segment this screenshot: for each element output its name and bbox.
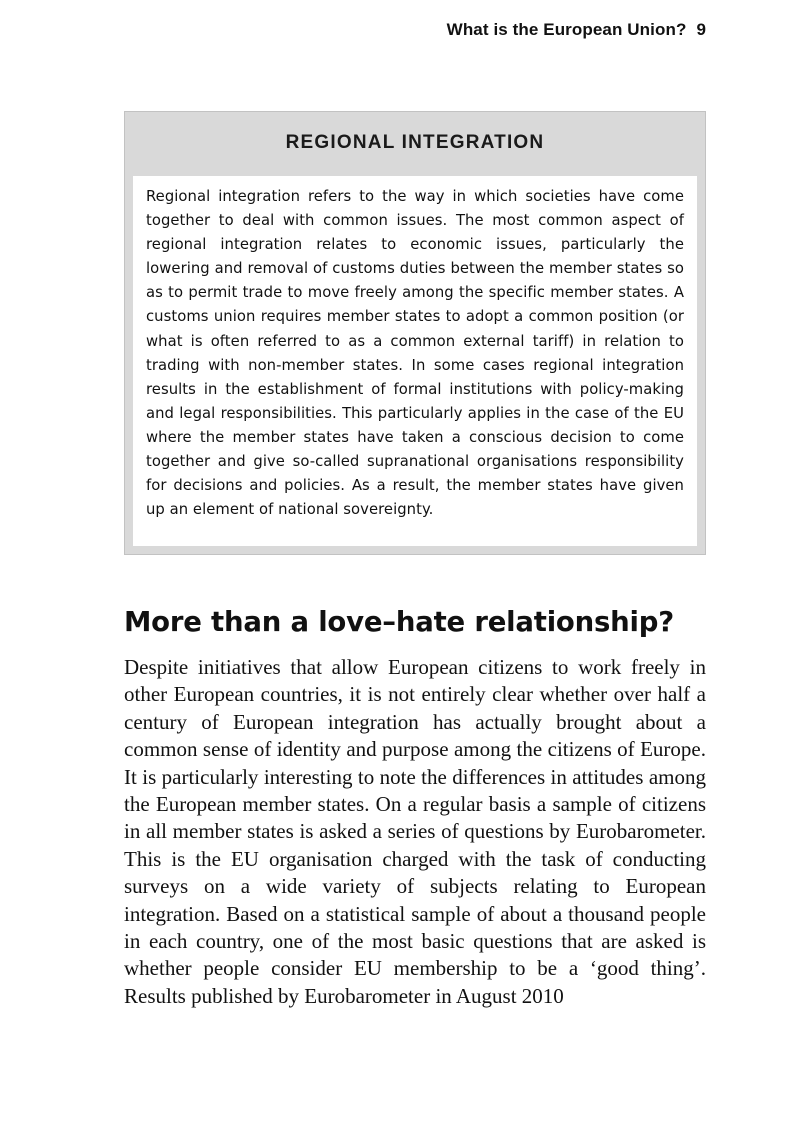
section-body-text: Despite initiatives that allow European citizens to work freely in other European countries, it is not entirely clear whether over half a century of European integration has actually brought about a common sense of identity and purpose among the citizens of Europe. It is particularly interesting to note the differences in attitudes among the European member states. On a regular basis a sample of citizens in all member states is asked a series of questions by Eurobarometer. This is the EU organisation charged with the task of conducting surveys on a wide variety of subjects relating to European integration. Based on a statistical sample of about a thousand people in each country, one of the most basic questions that are asked is whether people consider EU membership to be a ‘good thing’. Results published by Eurobarometer in August 2010 <box>124 655 706 1008</box>
box-body-text: Regional integration refers to the way in which societies have come together to deal with common issues. The most common aspect of regional integration relates to economic issues, particularly the lowering and removal of customs duties between the member states so as to permit trade to move freely among the specific member states. A customs union requires member states to adopt a common position (or what is often referred to as a common external tariff) in relation to trading with non-member states. In some cases regional integration results in the establishment of formal institutions with policy-making and legal responsibilities. This particularly applies in the case of the EU where the member states have taken a conscious decision to come together and give so-called supranational organisations responsibility for decisions and policies. As a result, the member states have given up an element of national sovereignty. <box>146 188 684 519</box>
running-title: What is the European Union? <box>446 20 687 39</box>
regional-integration-box <box>124 111 706 555</box>
page-number: 9 <box>696 20 706 39</box>
box-content <box>133 176 697 546</box>
section-heading: More than a love–hate relationship? <box>124 606 675 638</box>
running-header <box>447 20 706 40</box>
box-title: REGIONAL INTEGRATION <box>285 132 545 153</box>
